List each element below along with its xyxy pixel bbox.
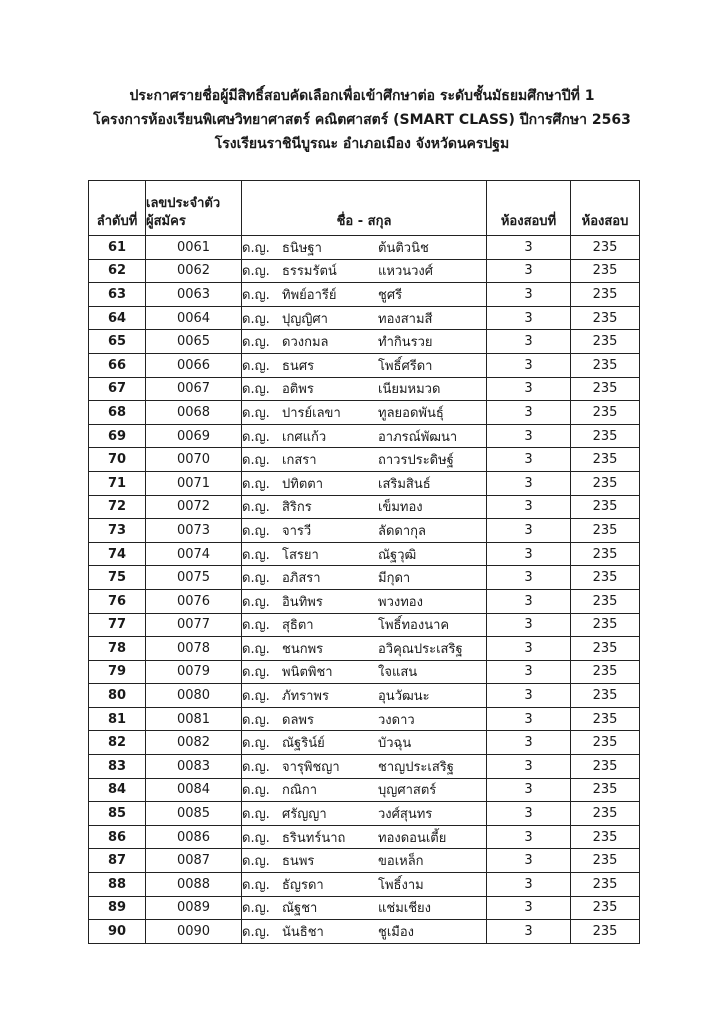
first-name: ศรัญญา [282, 807, 327, 823]
row-order-number: 86 [89, 825, 146, 849]
row-order-number: 75 [89, 566, 146, 590]
table-row [89, 778, 640, 802]
row-exam-room: 235 [571, 283, 640, 307]
name-prefix: ด.ญ. [242, 618, 270, 634]
last-name: ต้นติวนิช [378, 240, 429, 256]
row-applicant-id: 0086 [146, 825, 242, 849]
first-name: ธนศร [282, 358, 315, 374]
first-name: ปุญญิศา [282, 311, 328, 327]
row-room-number: 3 [487, 707, 571, 731]
row-room-number: 3 [487, 778, 571, 802]
last-name: วงดาว [378, 712, 415, 728]
row-full-name [242, 660, 487, 684]
row-room-number: 3 [487, 236, 571, 260]
row-room-number: 3 [487, 353, 571, 377]
row-room-number: 3 [487, 849, 571, 873]
row-exam-room: 235 [571, 306, 640, 330]
first-name: ดลพร [282, 712, 314, 728]
row-applicant-id: 0085 [146, 802, 242, 826]
name-prefix: ด.ญ. [242, 264, 270, 280]
row-exam-room: 235 [571, 755, 640, 779]
row-room-number: 3 [487, 684, 571, 708]
row-full-name [242, 707, 487, 731]
row-applicant-id: 0080 [146, 684, 242, 708]
row-room-number: 3 [487, 731, 571, 755]
row-order-number: 90 [89, 920, 146, 944]
first-name: สิริกร [282, 500, 312, 516]
first-name: ปารย์เลขา [282, 405, 341, 421]
name-prefix: ด.ญ. [242, 311, 270, 327]
first-name: จารวี [282, 523, 312, 539]
first-name: ธรินทร์นาถ [282, 830, 346, 846]
table-row [89, 896, 640, 920]
first-name: ชนกพร [282, 641, 324, 657]
row-applicant-id: 0073 [146, 519, 242, 543]
row-room-number: 3 [487, 873, 571, 897]
row-room-number: 3 [487, 802, 571, 826]
row-order-number: 82 [89, 731, 146, 755]
first-name: ปทิตตา [282, 476, 324, 492]
table-row [89, 236, 640, 260]
last-name: โพธิ์ศรีดา [378, 358, 433, 374]
row-exam-room: 235 [571, 802, 640, 826]
table-row [89, 684, 640, 708]
row-room-number: 3 [487, 519, 571, 543]
row-order-number: 73 [89, 519, 146, 543]
table-row [89, 259, 640, 283]
last-name: โพธิ์ทองนาค [378, 618, 450, 634]
first-name: เกสรา [282, 453, 317, 469]
last-name: ชูศรี [378, 287, 403, 303]
row-full-name [242, 566, 487, 590]
row-full-name [242, 920, 487, 944]
row-full-name [242, 637, 487, 661]
school-name: โรงเรียนราชินีบูรณะ อำเภอเมือง จังหวัดนครปฐม [214, 136, 510, 152]
row-applicant-id: 0081 [146, 707, 242, 731]
last-name: ณัฐวุฒิ [378, 547, 417, 563]
first-name: อภิสรา [282, 571, 321, 587]
row-exam-room: 235 [571, 542, 640, 566]
row-applicant-id: 0072 [146, 495, 242, 519]
first-name: อินทิพร [282, 594, 323, 610]
name-prefix: ด.ญ. [242, 429, 270, 445]
row-full-name [242, 283, 487, 307]
column-header-room-no: ห้องสอบที่ [487, 181, 571, 236]
table-row [89, 825, 640, 849]
row-room-number: 3 [487, 306, 571, 330]
first-name: ทิพย์อารีย์ [282, 287, 337, 303]
row-room-number: 3 [487, 542, 571, 566]
row-room-number: 3 [487, 825, 571, 849]
first-name: ดวงกมล [282, 335, 329, 351]
last-name: ขอเหล็ก [378, 854, 424, 870]
table-row [89, 519, 640, 543]
row-exam-room: 235 [571, 613, 640, 637]
name-prefix: ด.ญ. [242, 689, 270, 705]
row-exam-room: 235 [571, 920, 640, 944]
row-order-number: 68 [89, 401, 146, 425]
row-order-number: 67 [89, 377, 146, 401]
last-name: พวงทอง [378, 594, 423, 610]
first-name: ธนิษฐา [282, 240, 322, 256]
row-applicant-id: 0075 [146, 566, 242, 590]
row-applicant-id: 0077 [146, 613, 242, 637]
row-order-number: 65 [89, 330, 146, 354]
last-name: อวิคุณประเสริฐ [378, 641, 463, 657]
row-full-name [242, 448, 487, 472]
table-row [89, 589, 640, 613]
row-applicant-id: 0088 [146, 873, 242, 897]
table-row [89, 637, 640, 661]
announcement-title: ประกาศรายชื่อผู้มีสิทธิ์สอบคัดเลือกเพื่อเข้าศึกษาต่อ ระดับชั้นมัธยมศึกษาปีที่ 1 [129, 88, 595, 104]
row-room-number: 3 [487, 401, 571, 425]
row-exam-room: 235 [571, 849, 640, 873]
name-prefix: ด.ญ. [242, 877, 270, 893]
last-name: บุญศาสตร์ [378, 783, 437, 799]
name-prefix: ด.ญ. [242, 665, 270, 681]
row-applicant-id: 0071 [146, 471, 242, 495]
last-name: เสริมสินธ์ [378, 476, 431, 492]
row-order-number: 77 [89, 613, 146, 637]
row-order-number: 85 [89, 802, 146, 826]
row-full-name [242, 471, 487, 495]
first-name: เกศแก้ว [282, 429, 327, 445]
row-exam-room: 235 [571, 401, 640, 425]
table-row [89, 613, 640, 637]
row-room-number: 3 [487, 495, 571, 519]
name-prefix: ด.ญ. [242, 925, 270, 941]
row-order-number: 64 [89, 306, 146, 330]
row-exam-room: 235 [571, 896, 640, 920]
row-exam-room: 235 [571, 707, 640, 731]
row-full-name [242, 896, 487, 920]
name-prefix: ด.ญ. [242, 358, 270, 374]
row-order-number: 71 [89, 471, 146, 495]
table-row [89, 566, 640, 590]
name-prefix: ด.ญ. [242, 405, 270, 421]
name-prefix: ด.ญ. [242, 854, 270, 870]
row-full-name [242, 236, 487, 260]
name-prefix: ด.ญ. [242, 476, 270, 492]
row-full-name [242, 330, 487, 354]
row-full-name [242, 495, 487, 519]
name-prefix: ด.ญ. [242, 901, 270, 917]
row-applicant-id: 0084 [146, 778, 242, 802]
name-prefix: ด.ญ. [242, 287, 270, 303]
row-full-name [242, 401, 487, 425]
row-room-number: 3 [487, 660, 571, 684]
row-order-number: 74 [89, 542, 146, 566]
last-name: ใจแสน [378, 665, 418, 681]
row-order-number: 89 [89, 896, 146, 920]
row-applicant-id: 0068 [146, 401, 242, 425]
row-full-name [242, 424, 487, 448]
row-applicant-id: 0083 [146, 755, 242, 779]
row-room-number: 3 [487, 566, 571, 590]
table-row [89, 849, 640, 873]
last-name: ชาญประเสริฐ [378, 759, 454, 775]
first-name: ภัทราพร [282, 689, 329, 705]
row-applicant-id: 0078 [146, 637, 242, 661]
name-prefix: ด.ญ. [242, 807, 270, 823]
name-prefix: ด.ญ. [242, 571, 270, 587]
row-full-name [242, 519, 487, 543]
row-exam-room: 235 [571, 353, 640, 377]
row-full-name [242, 873, 487, 897]
last-name: ทูลยอดพันธุ์ [378, 405, 444, 421]
first-name: สุธิตา [282, 618, 314, 634]
row-exam-room: 235 [571, 259, 640, 283]
last-name: ทองดอนเตี้ย [378, 830, 447, 846]
column-header-order: ลำดับที่ [89, 181, 146, 236]
first-name: อติพร [282, 382, 314, 398]
row-order-number: 87 [89, 849, 146, 873]
row-exam-room: 235 [571, 637, 640, 661]
row-room-number: 3 [487, 589, 571, 613]
row-room-number: 3 [487, 424, 571, 448]
row-exam-room: 235 [571, 519, 640, 543]
row-order-number: 79 [89, 660, 146, 684]
row-room-number: 3 [487, 448, 571, 472]
name-prefix: ด.ญ. [242, 830, 270, 846]
row-exam-room: 235 [571, 589, 640, 613]
row-exam-room: 235 [571, 377, 640, 401]
last-name: โพธิ์งาม [378, 877, 424, 893]
table-row [89, 542, 640, 566]
table-row [89, 353, 640, 377]
row-applicant-id: 0070 [146, 448, 242, 472]
row-full-name [242, 802, 487, 826]
name-prefix: ด.ญ. [242, 240, 270, 256]
table-header-row [89, 181, 640, 236]
row-full-name [242, 377, 487, 401]
applicant-table [88, 180, 640, 944]
last-name: บัวฉุน [378, 736, 412, 752]
row-exam-room: 235 [571, 566, 640, 590]
table-row [89, 731, 640, 755]
row-exam-room: 235 [571, 684, 640, 708]
table-row [89, 873, 640, 897]
column-header-exam-room: ห้องสอบ [571, 181, 640, 236]
row-room-number: 3 [487, 283, 571, 307]
last-name: แช่มเชียง [378, 901, 432, 917]
last-name: เข็มทอง [378, 500, 423, 516]
row-order-number: 63 [89, 283, 146, 307]
row-full-name [242, 613, 487, 637]
name-prefix: ด.ญ. [242, 736, 270, 752]
name-prefix: ด.ญ. [242, 453, 270, 469]
row-room-number: 3 [487, 377, 571, 401]
first-name: ณัฐริน์ย์ [282, 736, 325, 752]
last-name: ทองสามสี [378, 311, 433, 327]
name-prefix: ด.ญ. [242, 712, 270, 728]
row-order-number: 76 [89, 589, 146, 613]
last-name: ลัดดากุล [378, 523, 426, 539]
row-exam-room: 235 [571, 731, 640, 755]
row-full-name [242, 589, 487, 613]
row-applicant-id: 0065 [146, 330, 242, 354]
row-applicant-id: 0062 [146, 259, 242, 283]
row-order-number: 88 [89, 873, 146, 897]
row-exam-room: 235 [571, 424, 640, 448]
table-row [89, 471, 640, 495]
row-room-number: 3 [487, 637, 571, 661]
first-name: พนิตพิชา [282, 665, 333, 681]
last-name: มีกุดา [378, 571, 411, 587]
row-exam-room: 235 [571, 448, 640, 472]
row-applicant-id: 0079 [146, 660, 242, 684]
row-order-number: 78 [89, 637, 146, 661]
row-order-number: 81 [89, 707, 146, 731]
row-room-number: 3 [487, 755, 571, 779]
row-full-name [242, 353, 487, 377]
row-exam-room: 235 [571, 873, 640, 897]
row-full-name [242, 259, 487, 283]
row-room-number: 3 [487, 613, 571, 637]
last-name: วงศ์สุนทร [378, 807, 433, 823]
first-name: นันธิชา [282, 925, 324, 941]
row-applicant-id: 0066 [146, 353, 242, 377]
row-exam-room: 235 [571, 495, 640, 519]
row-applicant-id: 0076 [146, 589, 242, 613]
row-full-name [242, 755, 487, 779]
last-name: ถาวรประดิษฐ์ [378, 453, 454, 469]
name-prefix: ด.ญ. [242, 759, 270, 775]
row-applicant-id: 0089 [146, 896, 242, 920]
last-name: ชูเมือง [378, 925, 414, 941]
table-row [89, 920, 640, 944]
row-exam-room: 235 [571, 778, 640, 802]
row-applicant-id: 0061 [146, 236, 242, 260]
table-row [89, 707, 640, 731]
last-name: ทำกินรวย [378, 335, 433, 351]
row-full-name [242, 778, 487, 802]
row-applicant-id: 0087 [146, 849, 242, 873]
row-applicant-id: 0090 [146, 920, 242, 944]
row-order-number: 69 [89, 424, 146, 448]
row-room-number: 3 [487, 259, 571, 283]
row-full-name [242, 684, 487, 708]
column-header-applicant-id-line2: ผู้สมัคร [146, 214, 186, 229]
program-title: โครงการห้องเรียนพิเศษวิทยาศาสตร์ คณิตศาสตร์ (SMART CLASS) ปีการศึกษา 2563 [93, 112, 631, 128]
row-applicant-id: 0063 [146, 283, 242, 307]
row-exam-room: 235 [571, 825, 640, 849]
name-prefix: ด.ญ. [242, 382, 270, 398]
first-name: ธรรมรัตน์ [282, 264, 337, 280]
row-exam-room: 235 [571, 471, 640, 495]
name-prefix: ด.ญ. [242, 335, 270, 351]
column-header-name: ชื่อ - สกุล [242, 181, 487, 236]
table-row [89, 401, 640, 425]
row-order-number: 80 [89, 684, 146, 708]
row-order-number: 62 [89, 259, 146, 283]
row-exam-room: 235 [571, 236, 640, 260]
row-order-number: 66 [89, 353, 146, 377]
row-exam-room: 235 [571, 660, 640, 684]
name-prefix: ด.ญ. [242, 594, 270, 610]
table-row [89, 424, 640, 448]
first-name: กณิกา [282, 783, 318, 799]
column-header-applicant-id-line1: เลขประจำตัว [146, 196, 221, 211]
table-row [89, 802, 640, 826]
first-name: ธนพร [282, 854, 315, 870]
table-row [89, 755, 640, 779]
table-row [89, 330, 640, 354]
table-row [89, 306, 640, 330]
row-full-name [242, 306, 487, 330]
row-full-name [242, 849, 487, 873]
row-full-name [242, 825, 487, 849]
last-name: อาภรณ์พัฒนา [378, 429, 458, 445]
table-row [89, 495, 640, 519]
row-applicant-id: 0067 [146, 377, 242, 401]
row-applicant-id: 0064 [146, 306, 242, 330]
last-name: แหวนวงศ์ [378, 264, 434, 280]
row-order-number: 72 [89, 495, 146, 519]
last-name: อุนวัฒนะ [378, 689, 430, 705]
table-row [89, 660, 640, 684]
column-header-applicant-id [146, 181, 242, 236]
row-applicant-id: 0082 [146, 731, 242, 755]
name-prefix: ด.ญ. [242, 547, 270, 563]
first-name: จารุพิชญา [282, 759, 340, 775]
last-name: เนียมหมวด [378, 382, 441, 398]
row-order-number: 70 [89, 448, 146, 472]
first-name: โสรยา [282, 547, 319, 563]
name-prefix: ด.ญ. [242, 641, 270, 657]
row-room-number: 3 [487, 471, 571, 495]
name-prefix: ด.ญ. [242, 523, 270, 539]
row-order-number: 83 [89, 755, 146, 779]
row-full-name [242, 731, 487, 755]
row-full-name [242, 542, 487, 566]
row-room-number: 3 [487, 920, 571, 944]
table-body [89, 236, 640, 944]
row-applicant-id: 0069 [146, 424, 242, 448]
row-room-number: 3 [487, 896, 571, 920]
name-prefix: ด.ญ. [242, 783, 270, 799]
first-name: ณัฐชา [282, 901, 318, 917]
table-row [89, 283, 640, 307]
row-room-number: 3 [487, 330, 571, 354]
table-row [89, 448, 640, 472]
row-order-number: 61 [89, 236, 146, 260]
first-name: ธัญรดา [282, 877, 324, 893]
row-exam-room: 235 [571, 330, 640, 354]
announcement-header [0, 84, 724, 156]
row-applicant-id: 0074 [146, 542, 242, 566]
row-order-number: 84 [89, 778, 146, 802]
name-prefix: ด.ญ. [242, 500, 270, 516]
table-row [89, 377, 640, 401]
